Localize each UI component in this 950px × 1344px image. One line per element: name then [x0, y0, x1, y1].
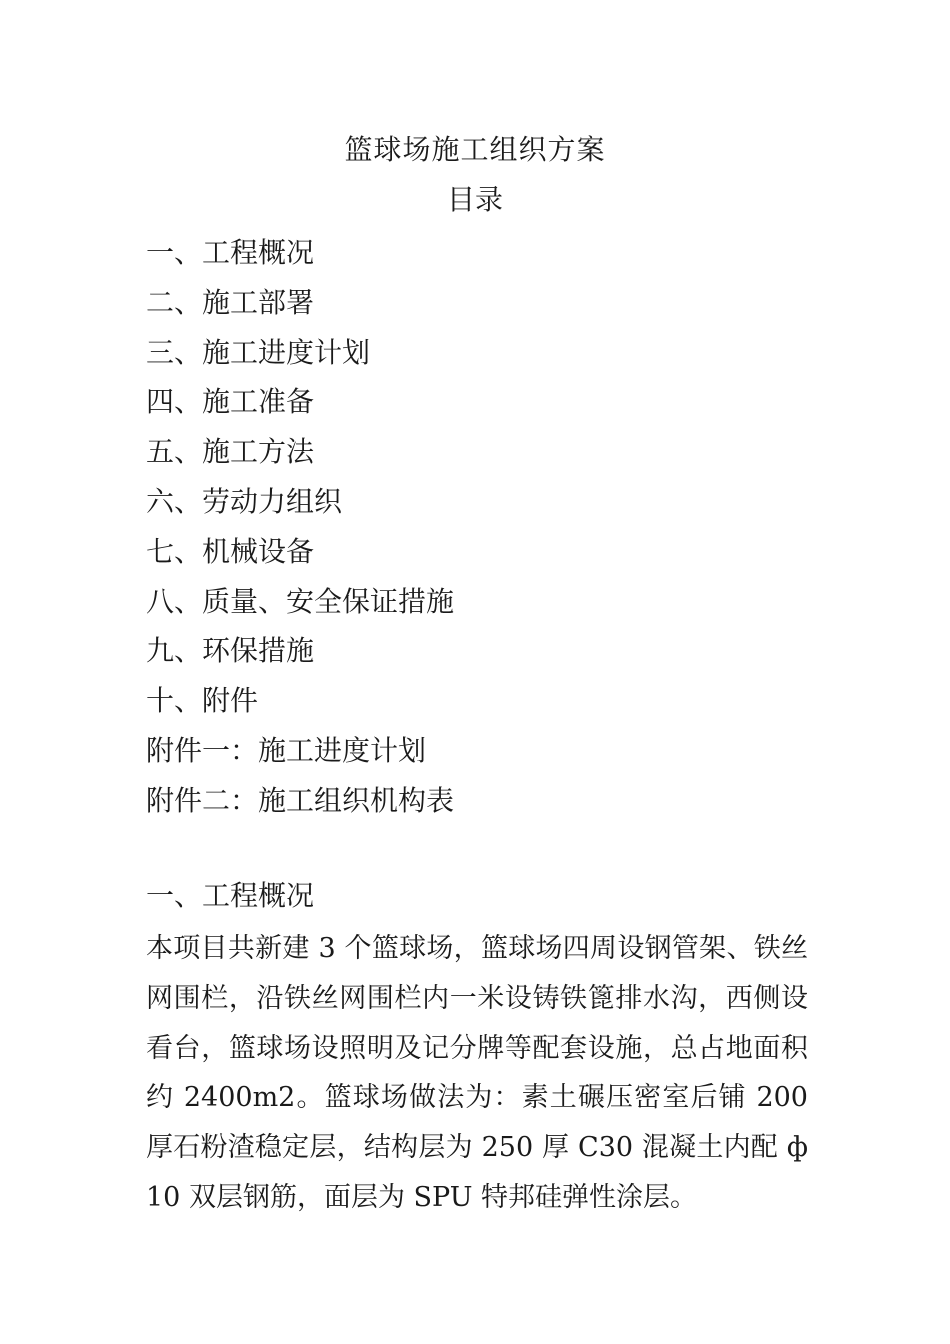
- section-heading: 一、工程概况: [146, 879, 315, 912]
- toc-item: 五、施工方法: [146, 435, 315, 469]
- toc-item: 七、机械设备: [146, 534, 315, 568]
- table-of-contents: [146, 228, 454, 826]
- toc-item: 附件一：施工进度计划: [146, 733, 427, 767]
- toc-item: 一、工程概况: [146, 236, 315, 269]
- toc-item: 四、施工准备: [146, 385, 315, 419]
- toc-heading: 目录: [446, 183, 503, 216]
- section-paragraph: 本项目共新建 3 个篮球场，篮球场四周设钢管架、铁丝网围栏，沿铁丝网围栏内一米设铸铁篦排水沟，西侧设看台，篮球场设照明及记分牌等配套设施，总占地面积约 2400m2。篮球场做法为：素土碾压密室后铺 200 厚石粉渣稳定层，结构层为 250 厚 C30 混凝土内配 ф10 双层钢筋，面层为 SPU 特邦硅弹性涂层。: [146, 933, 808, 1213]
- toc-item: 附件二：施工组织机构表: [146, 783, 455, 817]
- document-title: 篮球场施工组织方案: [344, 133, 606, 166]
- toc-item: 三、施工进度计划: [146, 335, 371, 369]
- toc-item: 十、附件: [146, 684, 259, 718]
- toc-item: 二、施工部署: [146, 285, 315, 319]
- toc-item: 六、劳动力组织: [146, 484, 343, 518]
- toc-item: 九、环保措施: [146, 634, 315, 668]
- toc-item: 八、质量、安全保证措施: [146, 584, 455, 618]
